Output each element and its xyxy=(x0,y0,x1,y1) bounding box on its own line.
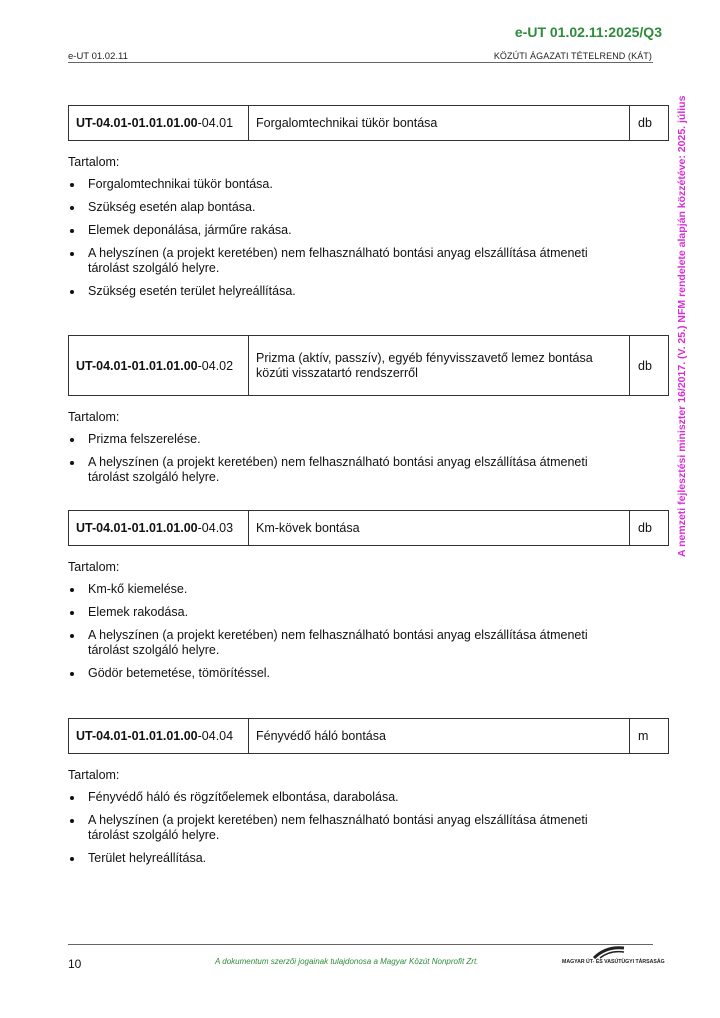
item-section xyxy=(68,105,669,299)
item-name: Forgalomtechnikai tükör bontása xyxy=(249,106,630,140)
header-left-text: e-UT 01.02.11 xyxy=(68,51,128,62)
content-label: Tartalom: xyxy=(68,410,120,424)
item-name: Km-kövek bontása xyxy=(249,511,630,545)
item-code: UT-04.01-01.01.01.00 -04.02 xyxy=(69,336,249,395)
list-item: A helyszínen (a projekt keretében) nem felhasználható bontási anyag elszállítása átmeneti tárolást szolgáló helyre. xyxy=(68,455,628,485)
item-unit: db xyxy=(638,116,652,130)
content-list xyxy=(68,177,669,299)
item-section xyxy=(68,718,669,866)
list-item: Forgalomtechnikai tükör bontása. xyxy=(68,177,628,192)
content-label: Tartalom: xyxy=(68,768,120,782)
list-item: Gödör betemetése, tömörítéssel. xyxy=(68,666,628,681)
content-list xyxy=(68,432,669,485)
list-item: Szükség esetén terület helyreállítása. xyxy=(68,284,628,299)
item-name: Prizma (aktív, passzív), egyéb fényvisszavető lemez bontása közúti visszatartó rendszerről xyxy=(249,336,630,395)
content-list xyxy=(68,582,669,681)
item-code: UT-04.01-01.01.01.00 -04.04 xyxy=(69,719,249,753)
header-divider xyxy=(68,62,653,63)
item-unit: m xyxy=(638,729,649,743)
item-unit: db xyxy=(638,358,652,373)
list-item: A helyszínen (a projekt keretében) nem felhasználható bontási anyag elszállítása átmeneti tárolást szolgáló helyre. xyxy=(68,813,628,843)
item-table xyxy=(68,510,669,546)
item-section xyxy=(68,335,669,485)
document-code: e-UT 01.02.11:2025/Q3 xyxy=(514,24,662,40)
list-item: A helyszínen (a projekt keretében) nem felhasználható bontási anyag elszállítása átmeneti tárolást szolgáló helyre. xyxy=(68,246,628,276)
item-code: UT-04.01-01.01.01.00 -04.01 xyxy=(69,106,249,140)
content-list xyxy=(68,790,669,866)
page-number: 10 xyxy=(68,957,82,971)
content-label: Tartalom: xyxy=(68,560,120,574)
footer-copyright: A dokumentum szerzői jogainak tulajdonosa a Magyar Közút Nonprofit Zrt. xyxy=(215,957,479,966)
item-table xyxy=(68,105,669,141)
logo-text: MAGYAR ÚT- ÉS VASÚTÜGYI TÁRSASÁG xyxy=(562,959,665,965)
list-item: Terület helyreállítása. xyxy=(68,851,628,866)
item-code: UT-04.01-01.01.01.00 -04.03 xyxy=(69,511,249,545)
list-item: A helyszínen (a projekt keretében) nem felhasználható bontási anyag elszállítása átmeneti tárolást szolgáló helyre. xyxy=(68,628,628,658)
item-section xyxy=(68,510,669,681)
item-table xyxy=(68,718,669,754)
header-right-text: KÖZÚTI ÁGAZATI TÉTELREND (KÁT) xyxy=(493,51,652,61)
item-table xyxy=(68,335,669,396)
content-label: Tartalom: xyxy=(68,155,120,169)
list-item: Km-kő kiemelése. xyxy=(68,582,628,597)
side-publication-note: A nemzeti fejlesztési miniszter 16/2017. (V. 25.) NFM rendelete alapján közzétéve: 2025. július xyxy=(676,96,688,558)
list-item: Fényvédő háló és rögzítőelemek elbontása, darabolása. xyxy=(68,790,628,805)
list-item: Szükség esetén alap bontása. xyxy=(68,200,628,215)
item-unit: db xyxy=(638,521,652,535)
road-logo-icon xyxy=(592,945,626,959)
item-name: Fényvédő háló bontása xyxy=(249,719,630,753)
footer-logo xyxy=(562,945,665,969)
list-item: Elemek rakodása. xyxy=(68,605,628,620)
list-item: Prizma felszerelése. xyxy=(68,432,628,447)
list-item: Elemek deponálása, járműre rakása. xyxy=(68,223,628,238)
